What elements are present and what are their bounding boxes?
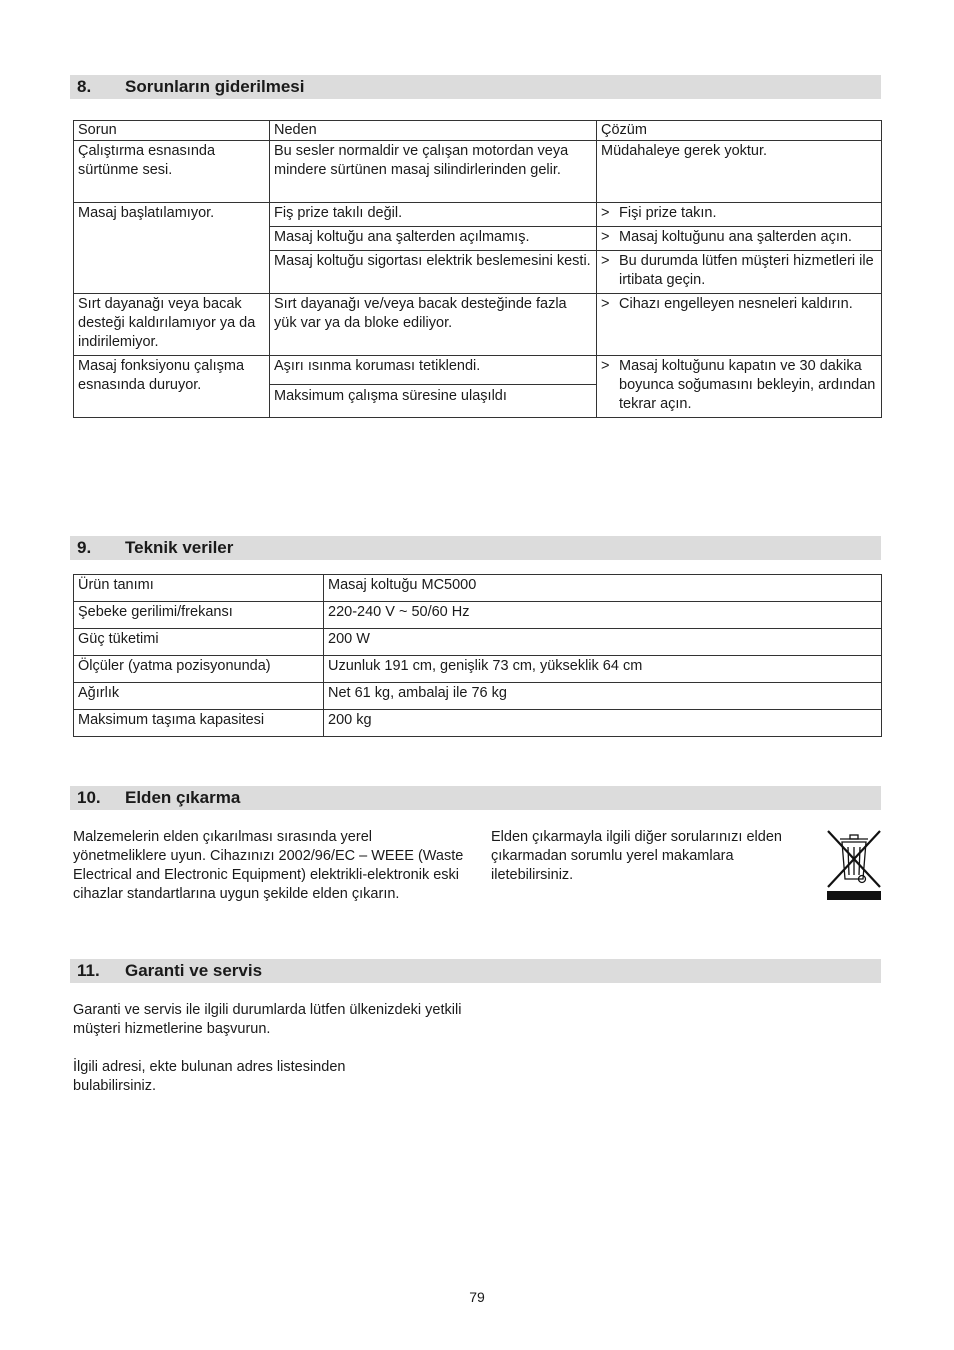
warranty-paragraph-2: İlgili adresi, ekte bulunan adres listesinden bulabilirsiniz. bbox=[73, 1059, 346, 1094]
spec-label: Ölçüler (yatma pozisyonunda) bbox=[74, 656, 324, 683]
table-row bbox=[74, 656, 882, 683]
section-title: Garanti ve servis bbox=[125, 961, 263, 980]
solution-text: Fişi prize takın. bbox=[619, 205, 717, 221]
disposal-text-left: Malzemelerin elden çıkarılması sırasında yerel yönetmeliklere uyun. Cihazınızı 2002/96/EC – WEEE (Waste Electrical and Electronic Equipment) elektrikli-elektronik eski cihazlar standartlarına uygun şekilde elden çıkarın. bbox=[73, 829, 464, 902]
solution-text: Bu durumda lütfen müşteri hizmetleri ile irtibata geçin. bbox=[619, 253, 874, 288]
page-number: 79 bbox=[469, 1289, 485, 1305]
section-number: 11. bbox=[77, 961, 100, 980]
table-row bbox=[74, 356, 882, 385]
spec-value: Uzunluk 191 cm, genişlik 73 cm, yükseklik 64 cm bbox=[324, 656, 882, 683]
column-header: Neden bbox=[270, 121, 597, 141]
section-11-heading bbox=[70, 959, 881, 983]
solution-cell: Müdahaleye gerek yoktur. bbox=[597, 141, 882, 203]
spec-value: Net 61 kg, ambalaj ile 76 kg bbox=[324, 683, 882, 710]
cause-cell: Masaj koltuğu sigortası elektrik beslemesini kesti. bbox=[270, 251, 597, 294]
table-row bbox=[74, 203, 882, 227]
cause-cell: Bu sesler normaldir ve çalışan motordan veya mindere sürtünen masaj silindirlerinden gelir. bbox=[270, 141, 597, 203]
section-9-heading bbox=[70, 536, 881, 560]
spec-label: Ürün tanımı bbox=[74, 575, 324, 602]
solution-cell bbox=[597, 251, 882, 294]
weee-crossed-bin-icon bbox=[826, 829, 882, 901]
disposal-text-right: Elden çıkarmayla ilgili diğer sorularınızı elden çıkarmadan sorumlu yerel makamlara iletebilirsiniz. bbox=[491, 829, 782, 883]
table-row bbox=[74, 575, 882, 602]
section-number: 8. bbox=[77, 77, 92, 96]
section-number: 9. bbox=[77, 538, 92, 557]
section-10-heading bbox=[70, 786, 881, 810]
section-8-heading bbox=[70, 75, 881, 99]
cause-cell: Maksimum çalışma süresine ulaşıldı bbox=[270, 385, 597, 418]
section-title: Teknik veriler bbox=[125, 538, 234, 557]
spec-value: 200 W bbox=[324, 629, 882, 656]
cause-cell: Sırt dayanağı ve/veya bacak desteğinde fazla yük var ya da bloke ediliyor. bbox=[270, 294, 597, 356]
cause-cell: Aşırı ısınma koruması tetiklendi. bbox=[270, 356, 597, 385]
spec-value: 200 kg bbox=[324, 710, 882, 737]
spec-value: Masaj koltuğu MC5000 bbox=[324, 575, 882, 602]
bullet-marker: > bbox=[601, 358, 610, 374]
solution-text: Masaj koltuğunu kapatın ve 30 dakika boyunca soğumasını bekleyin, ardından tekrar açın. bbox=[619, 358, 876, 412]
solution-text: Cihazı engelleyen nesneleri kaldırın. bbox=[619, 296, 853, 312]
table-row bbox=[74, 294, 882, 356]
bullet-marker: > bbox=[601, 229, 610, 245]
section-title: Sorunların giderilmesi bbox=[125, 77, 305, 96]
solution-cell bbox=[597, 227, 882, 251]
spec-label: Güç tüketimi bbox=[74, 629, 324, 656]
spec-value: 220-240 V ~ 50/60 Hz bbox=[324, 602, 882, 629]
bullet-marker: > bbox=[601, 296, 610, 312]
problem-cell: Sırt dayanağı veya bacak desteği kaldırılamıyor ya da indirilemiyor. bbox=[74, 294, 270, 356]
problem-cell: Çalıştırma esnasında sürtünme sesi. bbox=[74, 141, 270, 203]
spec-label: Ağırlık bbox=[74, 683, 324, 710]
problem-cell: Masaj fonksiyonu çalışma esnasında duruyor. bbox=[74, 356, 270, 418]
spec-label: Şebeke gerilimi/frekansı bbox=[74, 602, 324, 629]
bullet-marker: > bbox=[601, 253, 610, 269]
table-row bbox=[74, 710, 882, 737]
solution-cell bbox=[597, 356, 882, 418]
column-header: Sorun bbox=[74, 121, 270, 141]
table-row bbox=[74, 602, 882, 629]
section-number: 10. bbox=[77, 788, 101, 807]
cause-cell: Masaj koltuğu ana şalterden açılmamış. bbox=[270, 227, 597, 251]
table-header-row bbox=[74, 121, 882, 141]
table-row bbox=[74, 629, 882, 656]
section-title: Elden çıkarma bbox=[125, 788, 241, 807]
bullet-marker: > bbox=[601, 205, 610, 221]
technical-data-table bbox=[73, 574, 882, 737]
table-row bbox=[74, 141, 882, 203]
cause-cell: Fiş prize takılı değil. bbox=[270, 203, 597, 227]
warranty-paragraph-1: Garanti ve servis ile ilgili durumlarda lütfen ülkenizdeki yetkili müşteri hizmetlerine başvurun. bbox=[73, 1002, 462, 1037]
solution-text: Masaj koltuğunu ana şalterden açın. bbox=[619, 229, 852, 245]
problem-cell: Masaj başlatılamıyor. bbox=[74, 203, 270, 294]
solution-cell bbox=[597, 203, 882, 227]
spec-label: Maksimum taşıma kapasitesi bbox=[74, 710, 324, 737]
column-header: Çözüm bbox=[597, 121, 882, 141]
troubleshooting-table bbox=[73, 120, 882, 418]
solution-cell bbox=[597, 294, 882, 356]
table-row bbox=[74, 683, 882, 710]
